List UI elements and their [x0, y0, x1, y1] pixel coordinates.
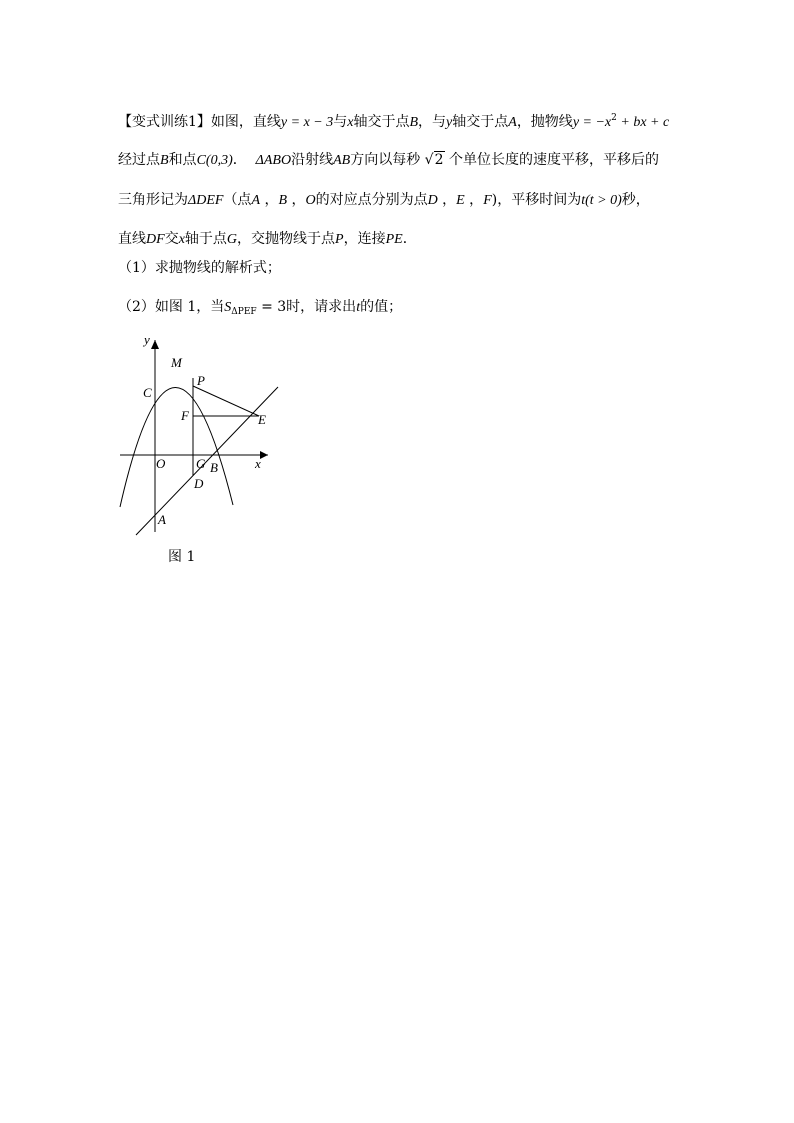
text-segment: 与	[333, 114, 348, 130]
text-segment: ，连接	[343, 231, 386, 247]
text-segment: ．	[402, 231, 417, 247]
point-D: D	[427, 193, 438, 208]
x-axis-arrow	[260, 451, 268, 459]
question-1-text: （1）求抛物线的解析式；	[118, 260, 281, 276]
point-F: F	[483, 193, 492, 208]
text-segment: （2）如图 1，当	[118, 299, 225, 315]
text-segment: 直线	[118, 231, 146, 247]
point-A: A	[508, 115, 517, 130]
sqrt-2: 2	[434, 152, 444, 168]
segment-AB: AB	[333, 153, 351, 168]
point-B: B	[409, 115, 419, 130]
text-segment: ．	[232, 152, 247, 168]
text-segment: ，抛物线	[516, 114, 573, 130]
point-O: O	[305, 193, 316, 208]
text-segment: 的值；	[360, 299, 403, 315]
label-M: M	[171, 355, 182, 370]
text-segment: 秒，	[621, 192, 650, 208]
segment-PE-line	[193, 386, 259, 416]
text-segment: 轴交于点	[452, 114, 509, 130]
point-B: B	[278, 193, 288, 208]
var-x: x	[178, 232, 185, 247]
intro-text: 【变式训练1】如图，直线	[118, 114, 281, 130]
segment-PE: PE	[385, 232, 403, 247]
text-segment: 轴交于点	[353, 114, 410, 130]
label-A: A	[158, 512, 166, 527]
label-G: G	[196, 456, 206, 471]
parabola-equation: y = −x	[572, 115, 612, 130]
parabola-curve	[120, 387, 233, 507]
label-O: O	[156, 456, 166, 471]
y-axis-arrow	[151, 340, 159, 349]
text-segment: 方向以每秒	[350, 152, 421, 168]
label-x: x	[255, 456, 261, 471]
exponent-2: 2	[611, 113, 617, 123]
text-segment: 和点	[168, 152, 197, 168]
point-G: G	[226, 232, 238, 247]
text-segment: 经过点	[118, 152, 160, 168]
point-C-coord: C(0,3)	[196, 153, 233, 168]
var-x: x	[347, 115, 354, 130]
label-y: y	[144, 332, 150, 347]
text-segment: ，交抛物线于点	[237, 231, 336, 247]
line-equation: y = x − 3	[280, 115, 334, 130]
var-y: y	[446, 115, 453, 130]
problem-line-2: 经过点B和点C(0,3)． ΔABO沿射线AB方向以每秒 √2 个单位长度的速度平移，平移后的	[118, 152, 659, 168]
label-P: P	[197, 373, 205, 388]
point-E: E	[456, 193, 465, 208]
text-segment: = 3时，请求出	[256, 299, 357, 315]
point-P: P	[335, 232, 344, 247]
area-symbol: S	[224, 300, 232, 315]
triangle-ABO: ΔABO	[255, 153, 292, 168]
label-B: B	[210, 460, 218, 475]
text-segment: 三角形记为	[118, 192, 188, 208]
text-segment: 沿射线	[291, 152, 334, 168]
triangle-DEF: ΔDEF	[188, 193, 224, 208]
question-2	[118, 297, 698, 322]
text-segment: （点	[223, 192, 252, 208]
question-1	[118, 258, 698, 278]
text-segment: 个单位长度的速度平移，平移后的	[448, 152, 659, 168]
text-segment: ，平移时间为	[497, 192, 582, 208]
segment-DF: DF	[146, 232, 165, 247]
var-t: t	[356, 300, 361, 315]
text-segment: 轴于点	[184, 231, 227, 247]
label-C: C	[143, 385, 152, 400]
label-F: F	[181, 408, 189, 423]
text-segment: 的对应点分别为点	[315, 192, 428, 208]
figure-caption: 图 1	[168, 549, 196, 565]
text-segment: 交	[164, 231, 179, 247]
text-segment: ，与	[418, 114, 447, 130]
area-subscript: ΔPEF	[231, 307, 257, 317]
parabola-equation-rest: + bx + c	[616, 115, 670, 130]
problem-line-3: 三角形记为ΔDEF（点A ，B ，O的对应点分别为点D ，E ，F)，平移时间为t(t > 0)秒，	[118, 192, 650, 208]
problem-line-4	[118, 229, 698, 250]
point-A: A	[251, 193, 260, 208]
problem-line-1	[118, 108, 698, 133]
geometry-figure	[110, 330, 285, 540]
point-B: B	[160, 153, 169, 168]
label-D: D	[194, 476, 204, 491]
label-E: E	[258, 412, 266, 427]
time-condition: t(t > 0)	[581, 193, 622, 208]
